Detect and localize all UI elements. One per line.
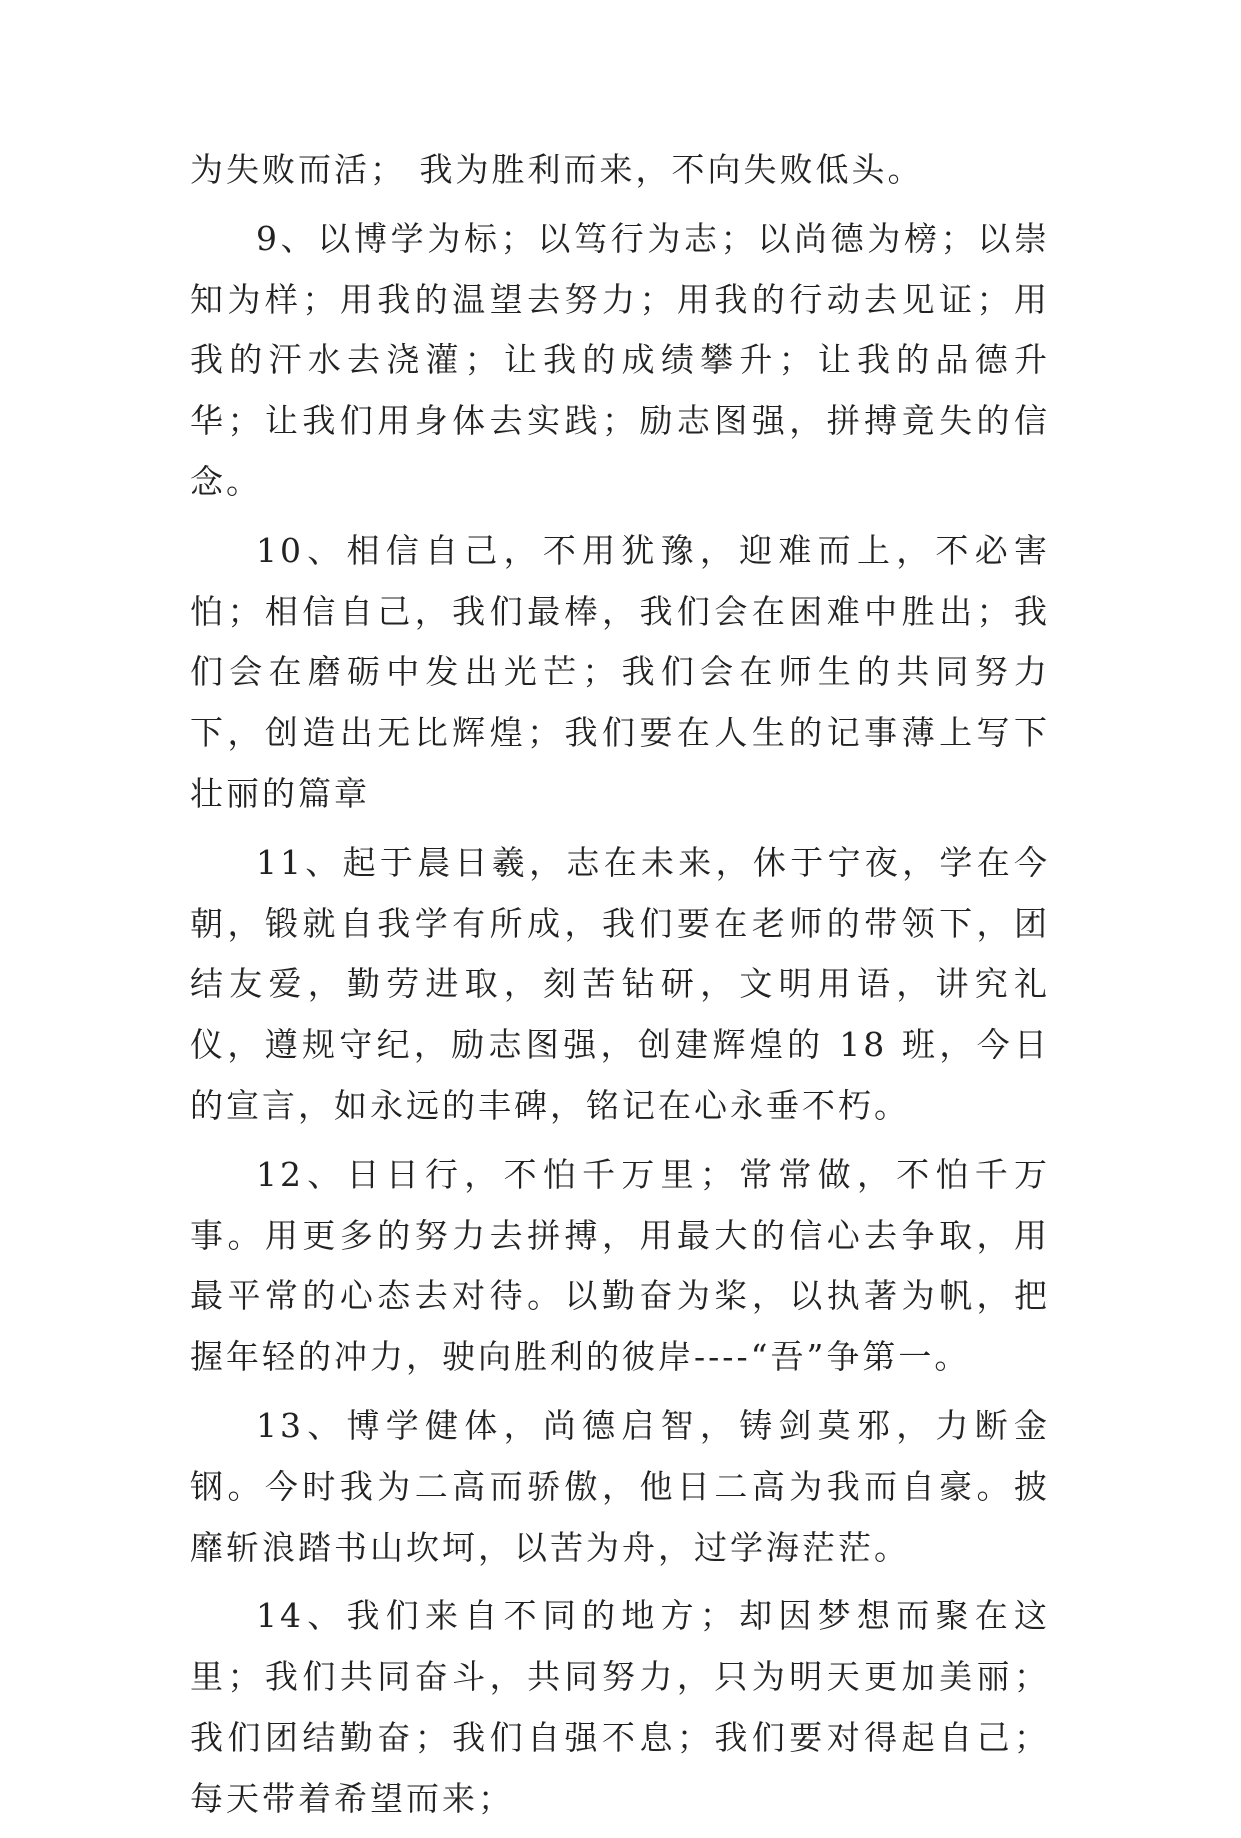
paragraph-item-9: 9、以博学为标；以笃行为志；以尚德为榜；以崇知为样；用我的温望去努力；用我的行动去见证；用我的汗水去浇灌；让我的成绩攀升；让我的品德升华；让我们用身体去实践；励志图强，拼搏竟失的信念。 — [190, 218, 1050, 501]
paragraph-continuation: 为失败而活； 我为胜利而来，不向失败低头。 — [190, 150, 924, 189]
document-page — [190, 140, 1050, 1838]
paragraph-item-12: 12、日日行，不怕千万里；常常做，不怕千万事。用更多的努力去拼搏，用最大的信心去争取，用最平常的心态去对待。以勤奋为桨，以执著为帆，把握年轻的冲力，驶向胜利的彼岸----“吾”争第一。 — [190, 1154, 1050, 1377]
paragraph-item-11: 11、起于晨日羲，志在未来，休于宁夜，学在今朝，锻就自我学有所成，我们要在老师的带领下，团结友爱，勤劳进取，刻苦钻研，文明用语，讲究礼仪，遵规守纪，励志图强，创建辉煌的 18 班，今日的宣言，如永远的丰碑，铭记在心永垂不朽。 — [190, 842, 1050, 1125]
paragraph-item-10: 10、相信自己，不用犹豫，迎难而上，不必害怕；相信自己，我们最棒，我们会在困难中胜出；我们会在磨砺中发出光芒；我们会在师生的共同努力下，创造出无比辉煌；我们要在人生的记事薄上写下壮丽的篇章 — [190, 530, 1050, 813]
paragraph-item-14: 14、我们来自不同的地方；却因梦想而聚在这里；我们共同奋斗，共同努力，只为明天更加美丽；我们团结勤奋；我们自强不息；我们要对得起自己；每天带着希望而来； — [190, 1596, 1050, 1818]
paragraph-item-13: 13、博学健体，尚德启智，铸剑莫邪，力断金钢。今时我为二高而骄傲，他日二高为我而自豪。披靡斩浪踏书山坎坷，以苦为舟，过学海茫茫。 — [190, 1405, 1050, 1567]
